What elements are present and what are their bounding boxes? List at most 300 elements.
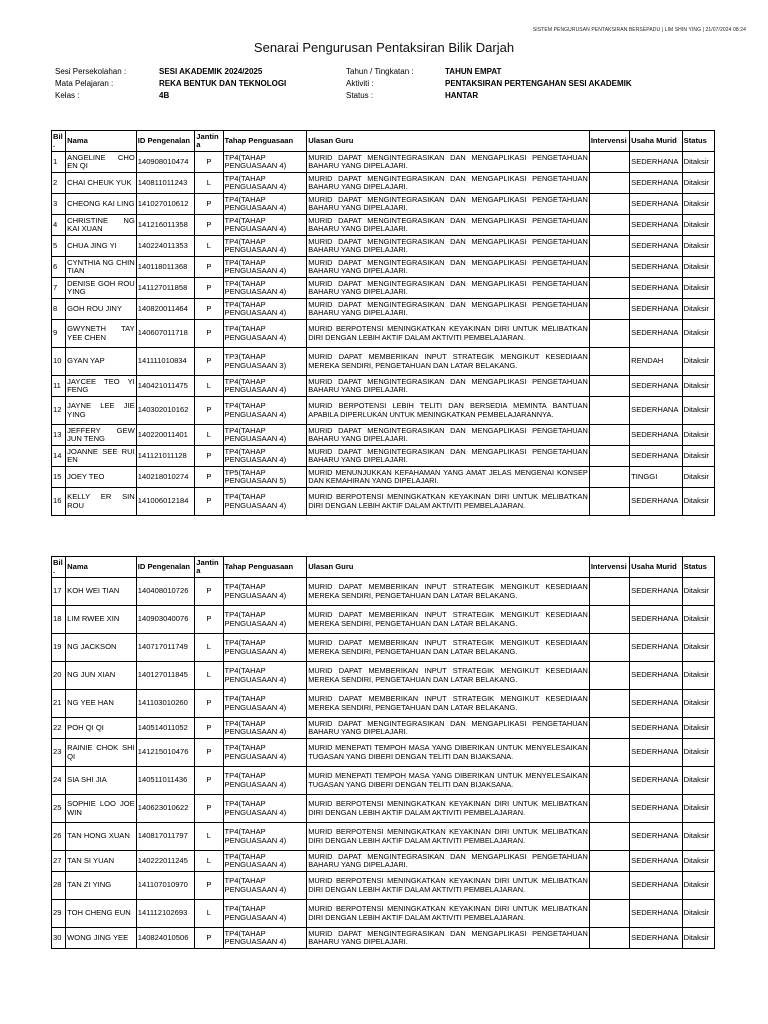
- cell-usaha-murid: SEDERHANA: [630, 173, 682, 194]
- cell-status: Ditaksir: [682, 851, 714, 872]
- cell-tahap-penguasaan: TP4(TAHAP PENGUASAAN 4): [223, 718, 307, 739]
- cell-status: Ditaksir: [682, 606, 714, 634]
- cell-bil: 14: [52, 446, 66, 467]
- cell-jantina: L: [195, 173, 223, 194]
- cell-nama: CYNTHIA NG CHIN TIAN: [66, 257, 137, 278]
- kelas-value: 4B: [159, 91, 170, 100]
- cell-status: Ditaksir: [682, 348, 714, 376]
- cell-status: Ditaksir: [682, 928, 714, 949]
- aktiviti-label: Aktiviti :: [346, 79, 374, 88]
- col-nama: Nama: [66, 557, 137, 578]
- cell-bil: 18: [52, 606, 66, 634]
- table-row: [52, 634, 715, 662]
- cell-id-pengenalan: 140607011718: [136, 320, 195, 348]
- table-row: [52, 851, 715, 872]
- cell-bil: 21: [52, 690, 66, 718]
- cell-nama: NG YEE HAN: [66, 690, 137, 718]
- cell-jantina: P: [195, 348, 223, 376]
- cell-jantina: P: [195, 739, 223, 767]
- table-row: [52, 823, 715, 851]
- cell-intervensi: [589, 823, 629, 851]
- cell-usaha-murid: SEDERHANA: [630, 236, 682, 257]
- cell-usaha-murid: SEDERHANA: [630, 397, 682, 425]
- col-usaha-murid: Usaha Murid: [630, 557, 682, 578]
- cell-usaha-murid: SEDERHANA: [630, 215, 682, 236]
- cell-status: Ditaksir: [682, 215, 714, 236]
- cell-bil: 25: [52, 795, 66, 823]
- cell-bil: 20: [52, 662, 66, 690]
- table-row: [52, 739, 715, 767]
- cell-intervensi: [589, 236, 629, 257]
- cell-status: Ditaksir: [682, 488, 714, 516]
- cell-ulasan-guru: MURID DAPAT MENGINTEGRASIKAN DAN MENGAPLIKASI PENGETAHUAN BAHARU YANG DIPELAJARI.: [307, 376, 590, 397]
- cell-nama: NG JACKSON: [66, 634, 137, 662]
- cell-tahap-penguasaan: TP4(TAHAP PENGUASAAN 4): [223, 851, 307, 872]
- table-header-row: [52, 131, 715, 152]
- cell-intervensi: [589, 173, 629, 194]
- cell-jantina: P: [195, 488, 223, 516]
- cell-bil: 12: [52, 397, 66, 425]
- cell-intervensi: [589, 425, 629, 446]
- sesi-label: Sesi Persekolahan :: [55, 67, 127, 76]
- cell-nama: KELLY ER SIN ROU: [66, 488, 137, 516]
- table-row: [52, 662, 715, 690]
- cell-intervensi: [589, 278, 629, 299]
- cell-id-pengenalan: 140218010274: [136, 467, 195, 488]
- cell-status: Ditaksir: [682, 900, 714, 928]
- cell-tahap-penguasaan: TP4(TAHAP PENGUASAAN 4): [223, 257, 307, 278]
- cell-jantina: P: [195, 299, 223, 320]
- cell-bil: 29: [52, 900, 66, 928]
- cell-bil: 10: [52, 348, 66, 376]
- cell-tahap-penguasaan: TP4(TAHAP PENGUASAAN 4): [223, 823, 307, 851]
- cell-tahap-penguasaan: TP4(TAHAP PENGUASAAN 4): [223, 299, 307, 320]
- cell-nama: POH QI QI: [66, 718, 137, 739]
- table-row: [52, 299, 715, 320]
- cell-bil: 17: [52, 578, 66, 606]
- cell-id-pengenalan: 141215010476: [136, 739, 195, 767]
- cell-tahap-penguasaan: TP4(TAHAP PENGUASAAN 4): [223, 446, 307, 467]
- cell-jantina: P: [195, 152, 223, 173]
- cell-id-pengenalan: 140408010726: [136, 578, 195, 606]
- tahun-value: TAHUN EMPAT: [445, 67, 502, 76]
- cell-bil: 9: [52, 320, 66, 348]
- assessment-table-1: [51, 130, 715, 516]
- cell-status: Ditaksir: [682, 320, 714, 348]
- cell-nama: GOH ROU JINY: [66, 299, 137, 320]
- cell-intervensi: [589, 900, 629, 928]
- cell-status: Ditaksir: [682, 376, 714, 397]
- cell-ulasan-guru: MURID MENUNJUKKAN KEFAHAMAN YANG AMAT JELAS MENGENAI KONSEP DAN KEMAHIRAN YANG DIPELAJARI.: [307, 467, 590, 488]
- table-row: [52, 690, 715, 718]
- cell-intervensi: [589, 872, 629, 900]
- cell-ulasan-guru: MURID DAPAT MEMBERIKAN INPUT STRATEGIK MENGIKUT KESEDIAAN MEREKA SENDIRI, PENGETAHUAN DAN LATAR BELAKANG.: [307, 578, 590, 606]
- cell-usaha-murid: SEDERHANA: [630, 718, 682, 739]
- col-ulasan-guru: Ulasan Guru: [307, 131, 590, 152]
- cell-tahap-penguasaan: TP4(TAHAP PENGUASAAN 4): [223, 872, 307, 900]
- cell-tahap-penguasaan: TP3(TAHAP PENGUASAAN 3): [223, 348, 307, 376]
- cell-id-pengenalan: 140118011368: [136, 257, 195, 278]
- col-bil: Bil.: [52, 131, 66, 152]
- cell-jantina: P: [195, 320, 223, 348]
- cell-ulasan-guru: MURID BERPOTENSI MENINGKATKAN KEYAKINAN DIRI UNTUK MELIBATKAN DIRI DENGAN LEBIH AKTIF DALAM AKTIVITI PEMBELAJARAN.: [307, 823, 590, 851]
- cell-bil: 7: [52, 278, 66, 299]
- col-jantina: Jantina: [195, 557, 223, 578]
- cell-status: Ditaksir: [682, 152, 714, 173]
- cell-intervensi: [589, 578, 629, 606]
- cell-bil: 1: [52, 152, 66, 173]
- col-intervensi: Intervensi: [589, 557, 629, 578]
- cell-bil: 27: [52, 851, 66, 872]
- cell-ulasan-guru: MURID DAPAT MENGINTEGRASIKAN DAN MENGAPLIKASI PENGETAHUAN BAHARU YANG DIPELAJARI.: [307, 278, 590, 299]
- cell-status: Ditaksir: [682, 257, 714, 278]
- cell-status: Ditaksir: [682, 718, 714, 739]
- cell-jantina: L: [195, 851, 223, 872]
- cell-nama: SOPHIE LOO JOE WIN: [66, 795, 137, 823]
- cell-intervensi: [589, 348, 629, 376]
- cell-id-pengenalan: 140811011243: [136, 173, 195, 194]
- cell-bil: 6: [52, 257, 66, 278]
- cell-status: Ditaksir: [682, 467, 714, 488]
- cell-usaha-murid: SEDERHANA: [630, 488, 682, 516]
- table-row: [52, 578, 715, 606]
- cell-status: Ditaksir: [682, 634, 714, 662]
- table-header-row: [52, 557, 715, 578]
- table-row: [52, 425, 715, 446]
- cell-bil: 26: [52, 823, 66, 851]
- cell-nama: CHEONG KAI LING: [66, 194, 137, 215]
- table-row: [52, 173, 715, 194]
- cell-tahap-penguasaan: TP4(TAHAP PENGUASAAN 4): [223, 767, 307, 795]
- cell-ulasan-guru: MURID DAPAT MENGINTEGRASIKAN DAN MENGAPLIKASI PENGETAHUAN BAHARU YANG DIPELAJARI.: [307, 299, 590, 320]
- cell-nama: GWYNETH TAY YEE CHEN: [66, 320, 137, 348]
- cell-ulasan-guru: MURID BERPOTENSI MENINGKATKAN KEYAKINAN DIRI UNTUK MELIBATKAN DIRI DENGAN LEBIH AKTIF DALAM AKTIVITI PEMBELAJARAN.: [307, 320, 590, 348]
- cell-usaha-murid: SEDERHANA: [630, 851, 682, 872]
- cell-intervensi: [589, 320, 629, 348]
- cell-nama: SIA SHI JIA: [66, 767, 137, 795]
- cell-usaha-murid: SEDERHANA: [630, 767, 682, 795]
- cell-nama: LIM RWEE XIN: [66, 606, 137, 634]
- cell-bil: 28: [52, 872, 66, 900]
- cell-id-pengenalan: 140717011749: [136, 634, 195, 662]
- cell-tahap-penguasaan: TP4(TAHAP PENGUASAAN 4): [223, 215, 307, 236]
- cell-ulasan-guru: MURID DAPAT MEMBERIKAN INPUT STRATEGIK MENGIKUT KESEDIAAN MEREKA SENDIRI, PENGETAHUAN DAN LATAR BELAKANG.: [307, 662, 590, 690]
- cell-nama: TAN SI YUAN: [66, 851, 137, 872]
- mapel-label: Mata Pelajaran :: [55, 79, 114, 88]
- cell-tahap-penguasaan: TP4(TAHAP PENGUASAAN 4): [223, 739, 307, 767]
- table-row: [52, 397, 715, 425]
- cell-intervensi: [589, 662, 629, 690]
- cell-bil: 15: [52, 467, 66, 488]
- cell-jantina: P: [195, 467, 223, 488]
- cell-status: Ditaksir: [682, 397, 714, 425]
- cell-ulasan-guru: MURID DAPAT MEMBERIKAN INPUT STRATEGIK MENGIKUT KESEDIAAN MEREKA SENDIRI, PENGETAHUAN DAN LATAR BELAKANG.: [307, 634, 590, 662]
- cell-intervensi: [589, 215, 629, 236]
- cell-usaha-murid: TINGGI: [630, 467, 682, 488]
- cell-intervensi: [589, 739, 629, 767]
- cell-usaha-murid: SEDERHANA: [630, 928, 682, 949]
- cell-id-pengenalan: 141121011128: [136, 446, 195, 467]
- mapel-value: REKA BENTUK DAN TEKNOLOGI: [159, 79, 287, 88]
- cell-intervensi: [589, 376, 629, 397]
- cell-tahap-penguasaan: TP4(TAHAP PENGUASAAN 4): [223, 236, 307, 257]
- assessment-table-2: [51, 556, 715, 949]
- cell-jantina: P: [195, 606, 223, 634]
- cell-id-pengenalan: 141127011858: [136, 278, 195, 299]
- table-row: [52, 348, 715, 376]
- cell-id-pengenalan: 141112102693: [136, 900, 195, 928]
- cell-usaha-murid: SEDERHANA: [630, 257, 682, 278]
- cell-status: Ditaksir: [682, 425, 714, 446]
- cell-ulasan-guru: MURID DAPAT MENGINTEGRASIKAN DAN MENGAPLIKASI PENGETAHUAN BAHARU YANG DIPELAJARI.: [307, 215, 590, 236]
- table-2-body: [52, 578, 715, 949]
- cell-usaha-murid: SEDERHANA: [630, 320, 682, 348]
- cell-nama: WONG JING YEE: [66, 928, 137, 949]
- cell-status: Ditaksir: [682, 446, 714, 467]
- cell-jantina: L: [195, 823, 223, 851]
- cell-usaha-murid: SEDERHANA: [630, 662, 682, 690]
- cell-bil: 11: [52, 376, 66, 397]
- cell-bil: 22: [52, 718, 66, 739]
- cell-nama: CHAI CHEUK YUK: [66, 173, 137, 194]
- cell-jantina: P: [195, 446, 223, 467]
- cell-intervensi: [589, 634, 629, 662]
- cell-id-pengenalan: 140908010474: [136, 152, 195, 173]
- col-usaha-murid: Usaha Murid: [630, 131, 682, 152]
- cell-jantina: P: [195, 795, 223, 823]
- cell-tahap-penguasaan: TP4(TAHAP PENGUASAAN 4): [223, 634, 307, 662]
- table-row: [52, 376, 715, 397]
- col-jantina: Jantina: [195, 131, 223, 152]
- cell-id-pengenalan: 140302010162: [136, 397, 195, 425]
- cell-nama: TOH CHENG EUN: [66, 900, 137, 928]
- table-row: [52, 488, 715, 516]
- cell-intervensi: [589, 690, 629, 718]
- cell-jantina: P: [195, 872, 223, 900]
- cell-jantina: L: [195, 900, 223, 928]
- table-row: [52, 718, 715, 739]
- cell-intervensi: [589, 152, 629, 173]
- table-row: [52, 320, 715, 348]
- col-ulasan-guru: Ulasan Guru: [307, 557, 590, 578]
- cell-jantina: P: [195, 928, 223, 949]
- col-nama: Nama: [66, 131, 137, 152]
- cell-jantina: L: [195, 236, 223, 257]
- cell-id-pengenalan: 141103010260: [136, 690, 195, 718]
- cell-tahap-penguasaan: TP4(TAHAP PENGUASAAN 4): [223, 795, 307, 823]
- cell-tahap-penguasaan: TP4(TAHAP PENGUASAAN 4): [223, 488, 307, 516]
- cell-usaha-murid: SEDERHANA: [630, 900, 682, 928]
- cell-usaha-murid: SEDERHANA: [630, 739, 682, 767]
- col-tahap-penguasaan: Tahap Penguasaan: [223, 557, 307, 578]
- cell-nama: JEFFERY GEW JUN TENG: [66, 425, 137, 446]
- cell-id-pengenalan: 140224011353: [136, 236, 195, 257]
- cell-tahap-penguasaan: TP4(TAHAP PENGUASAAN 4): [223, 578, 307, 606]
- cell-nama: GYAN YAP: [66, 348, 137, 376]
- cell-ulasan-guru: MURID DAPAT MENGINTEGRASIKAN DAN MENGAPLIKASI PENGETAHUAN BAHARU YANG DIPELAJARI.: [307, 425, 590, 446]
- cell-status: Ditaksir: [682, 739, 714, 767]
- cell-usaha-murid: RENDAH: [630, 348, 682, 376]
- cell-id-pengenalan: 140903040076: [136, 606, 195, 634]
- kelas-label: Kelas :: [55, 91, 80, 100]
- cell-tahap-penguasaan: TP4(TAHAP PENGUASAAN 4): [223, 173, 307, 194]
- cell-usaha-murid: SEDERHANA: [630, 376, 682, 397]
- cell-tahap-penguasaan: TP4(TAHAP PENGUASAAN 4): [223, 194, 307, 215]
- cell-nama: ANGELINE CHO EN QI: [66, 152, 137, 173]
- cell-ulasan-guru: MURID DAPAT MEMBERIKAN INPUT STRATEGIK MENGIKUT KESEDIAAN MEREKA SENDIRI, PENGETAHUAN DAN LATAR BELAKANG.: [307, 690, 590, 718]
- cell-jantina: P: [195, 194, 223, 215]
- cell-ulasan-guru: MURID DAPAT MENGINTEGRASIKAN DAN MENGAPLIKASI PENGETAHUAN BAHARU YANG DIPELAJARI.: [307, 173, 590, 194]
- cell-bil: 30: [52, 928, 66, 949]
- cell-id-pengenalan: 140820011464: [136, 299, 195, 320]
- cell-nama: NG JUN XIAN: [66, 662, 137, 690]
- cell-nama: DENISE GOH ROU YING: [66, 278, 137, 299]
- cell-intervensi: [589, 299, 629, 320]
- sesi-value: SESI AKADEMIK 2024/2025: [159, 67, 263, 76]
- table-row: [52, 795, 715, 823]
- table-row: [52, 194, 715, 215]
- cell-intervensi: [589, 795, 629, 823]
- cell-usaha-murid: SEDERHANA: [630, 194, 682, 215]
- cell-ulasan-guru: MURID DAPAT MEMBERIKAN INPUT STRATEGIK MENGIKUT KESEDIAAN MEREKA SENDIRI, PENGETAHUAN DAN LATAR BELAKANG.: [307, 606, 590, 634]
- cell-status: Ditaksir: [682, 194, 714, 215]
- cell-id-pengenalan: 140421011475: [136, 376, 195, 397]
- cell-jantina: P: [195, 397, 223, 425]
- cell-jantina: P: [195, 690, 223, 718]
- cell-bil: 8: [52, 299, 66, 320]
- cell-bil: 23: [52, 739, 66, 767]
- cell-id-pengenalan: 141027010612: [136, 194, 195, 215]
- cell-bil: 19: [52, 634, 66, 662]
- cell-id-pengenalan: 140220011401: [136, 425, 195, 446]
- status-label: Status :: [346, 91, 374, 100]
- cell-intervensi: [589, 194, 629, 215]
- cell-ulasan-guru: MURID BERPOTENSI MENINGKATKAN KEYAKINAN DIRI UNTUK MELIBATKAN DIRI DENGAN LEBIH AKTIF DALAM AKTIVITI PEMBELAJARAN.: [307, 872, 590, 900]
- page-title: Senarai Pengurusan Pentaksiran Bilik Darjah: [253, 40, 515, 55]
- cell-usaha-murid: SEDERHANA: [630, 823, 682, 851]
- cell-id-pengenalan: 141216011358: [136, 215, 195, 236]
- cell-nama: KOH WEI TIAN: [66, 578, 137, 606]
- cell-bil: 16: [52, 488, 66, 516]
- cell-intervensi: [589, 718, 629, 739]
- table-row: [52, 928, 715, 949]
- cell-status: Ditaksir: [682, 690, 714, 718]
- cell-tahap-penguasaan: TP4(TAHAP PENGUASAAN 4): [223, 662, 307, 690]
- system-info-line: SISTEM PENGURUSAN PENTAKSIRAN BERSEPADU | LIM SHIN YING | 21/07/2024 08:24: [532, 27, 746, 33]
- col-intervensi: Intervensi: [589, 131, 629, 152]
- cell-usaha-murid: SEDERHANA: [630, 606, 682, 634]
- cell-jantina: L: [195, 634, 223, 662]
- table-1-body: [52, 152, 715, 516]
- cell-status: Ditaksir: [682, 173, 714, 194]
- cell-usaha-murid: SEDERHANA: [630, 425, 682, 446]
- cell-tahap-penguasaan: TP4(TAHAP PENGUASAAN 4): [223, 397, 307, 425]
- cell-ulasan-guru: MURID DAPAT MENGINTEGRASIKAN DAN MENGAPLIKASI PENGETAHUAN BAHARU YANG DIPELAJARI.: [307, 446, 590, 467]
- cell-ulasan-guru: MURID MENEPATI TEMPOH MASA YANG DIBERIKAN UNTUK MENYELESAIKAN TUGASAN YANG DIBERI DENGAN TELITI DAN BIJAKSANA.: [307, 767, 590, 795]
- col-id-pengenalan: ID Pengenalan: [136, 131, 195, 152]
- cell-usaha-murid: SEDERHANA: [630, 795, 682, 823]
- table-row: [52, 215, 715, 236]
- cell-intervensi: [589, 928, 629, 949]
- cell-id-pengenalan: 140817011797: [136, 823, 195, 851]
- cell-usaha-murid: SEDERHANA: [630, 634, 682, 662]
- cell-status: Ditaksir: [682, 299, 714, 320]
- cell-jantina: L: [195, 425, 223, 446]
- cell-bil: 24: [52, 767, 66, 795]
- cell-nama: RAINIE CHOK SHI QI: [66, 739, 137, 767]
- cell-tahap-penguasaan: TP4(TAHAP PENGUASAAN 4): [223, 320, 307, 348]
- cell-id-pengenalan: 141111010834: [136, 348, 195, 376]
- cell-nama: TAN HONG XUAN: [66, 823, 137, 851]
- cell-ulasan-guru: MURID DAPAT MENGINTEGRASIKAN DAN MENGAPLIKASI PENGETAHUAN BAHARU YANG DIPELAJARI.: [307, 718, 590, 739]
- cell-nama: CHUA JING YI: [66, 236, 137, 257]
- cell-usaha-murid: SEDERHANA: [630, 299, 682, 320]
- cell-intervensi: [589, 606, 629, 634]
- col-id-pengenalan: ID Pengenalan: [136, 557, 195, 578]
- cell-ulasan-guru: MURID DAPAT MEMBERIKAN INPUT STRATEGIK MENGIKUT KESEDIAAN MEREKA SENDIRI, PENGETAHUAN DAN LATAR BELAKANG.: [307, 348, 590, 376]
- table-row: [52, 872, 715, 900]
- cell-tahap-penguasaan: TP5(TAHAP PENGUASAAN 5): [223, 467, 307, 488]
- cell-nama: JOEY TEO: [66, 467, 137, 488]
- cell-jantina: P: [195, 215, 223, 236]
- cell-jantina: L: [195, 662, 223, 690]
- cell-bil: 3: [52, 194, 66, 215]
- cell-id-pengenalan: 140623010622: [136, 795, 195, 823]
- aktiviti-value: PENTAKSIRAN PERTENGAHAN SESI AKADEMIK: [445, 79, 632, 88]
- cell-ulasan-guru: MURID DAPAT MENGINTEGRASIKAN DAN MENGAPLIKASI PENGETAHUAN BAHARU YANG DIPELAJARI.: [307, 851, 590, 872]
- cell-id-pengenalan: 140511011436: [136, 767, 195, 795]
- cell-jantina: L: [195, 376, 223, 397]
- cell-jantina: P: [195, 257, 223, 278]
- cell-tahap-penguasaan: TP4(TAHAP PENGUASAAN 4): [223, 606, 307, 634]
- cell-id-pengenalan: 141006012184: [136, 488, 195, 516]
- table-row: [52, 467, 715, 488]
- cell-usaha-murid: SEDERHANA: [630, 278, 682, 299]
- cell-jantina: P: [195, 767, 223, 795]
- cell-tahap-penguasaan: TP4(TAHAP PENGUASAAN 4): [223, 928, 307, 949]
- cell-nama: JAYNE LEE JIE YING: [66, 397, 137, 425]
- cell-status: Ditaksir: [682, 236, 714, 257]
- col-tahap-penguasaan: Tahap Penguasaan: [223, 131, 307, 152]
- table-row: [52, 152, 715, 173]
- cell-ulasan-guru: MURID BERPOTENSI MENINGKATKAN KEYAKINAN DIRI UNTUK MELIBATKAN DIRI DENGAN LEBIH AKTIF DALAM AKTIVITI PEMBELAJARAN.: [307, 795, 590, 823]
- cell-ulasan-guru: MURID MENEPATI TEMPOH MASA YANG DIBERIKAN UNTUK MENYELESAIKAN TUGASAN YANG DIBERI DENGAN TELITI DAN BIJAKSANA.: [307, 739, 590, 767]
- cell-intervensi: [589, 488, 629, 516]
- cell-intervensi: [589, 467, 629, 488]
- cell-jantina: P: [195, 718, 223, 739]
- cell-ulasan-guru: MURID DAPAT MENGINTEGRASIKAN DAN MENGAPLIKASI PENGETAHUAN BAHARU YANG DIPELAJARI.: [307, 257, 590, 278]
- report-meta: [55, 67, 735, 103]
- cell-status: Ditaksir: [682, 872, 714, 900]
- cell-intervensi: [589, 767, 629, 795]
- cell-ulasan-guru: MURID DAPAT MENGINTEGRASIKAN DAN MENGAPLIKASI PENGETAHUAN BAHARU YANG DIPELAJARI.: [307, 152, 590, 173]
- cell-jantina: P: [195, 278, 223, 299]
- cell-usaha-murid: SEDERHANA: [630, 872, 682, 900]
- cell-id-pengenalan: 140824010506: [136, 928, 195, 949]
- cell-tahap-penguasaan: TP4(TAHAP PENGUASAAN 4): [223, 278, 307, 299]
- cell-bil: 4: [52, 215, 66, 236]
- table-row: [52, 767, 715, 795]
- cell-tahap-penguasaan: TP4(TAHAP PENGUASAAN 4): [223, 376, 307, 397]
- cell-tahap-penguasaan: TP4(TAHAP PENGUASAAN 4): [223, 425, 307, 446]
- cell-ulasan-guru: MURID DAPAT MENGINTEGRASIKAN DAN MENGAPLIKASI PENGETAHUAN BAHARU YANG DIPELAJARI.: [307, 928, 590, 949]
- col-status: Status: [682, 557, 714, 578]
- table-row: [52, 278, 715, 299]
- cell-nama: JAYCEE TEO YI FENG: [66, 376, 137, 397]
- cell-intervensi: [589, 446, 629, 467]
- cell-status: Ditaksir: [682, 662, 714, 690]
- cell-ulasan-guru: MURID DAPAT MENGINTEGRASIKAN DAN MENGAPLIKASI PENGETAHUAN BAHARU YANG DIPELAJARI.: [307, 236, 590, 257]
